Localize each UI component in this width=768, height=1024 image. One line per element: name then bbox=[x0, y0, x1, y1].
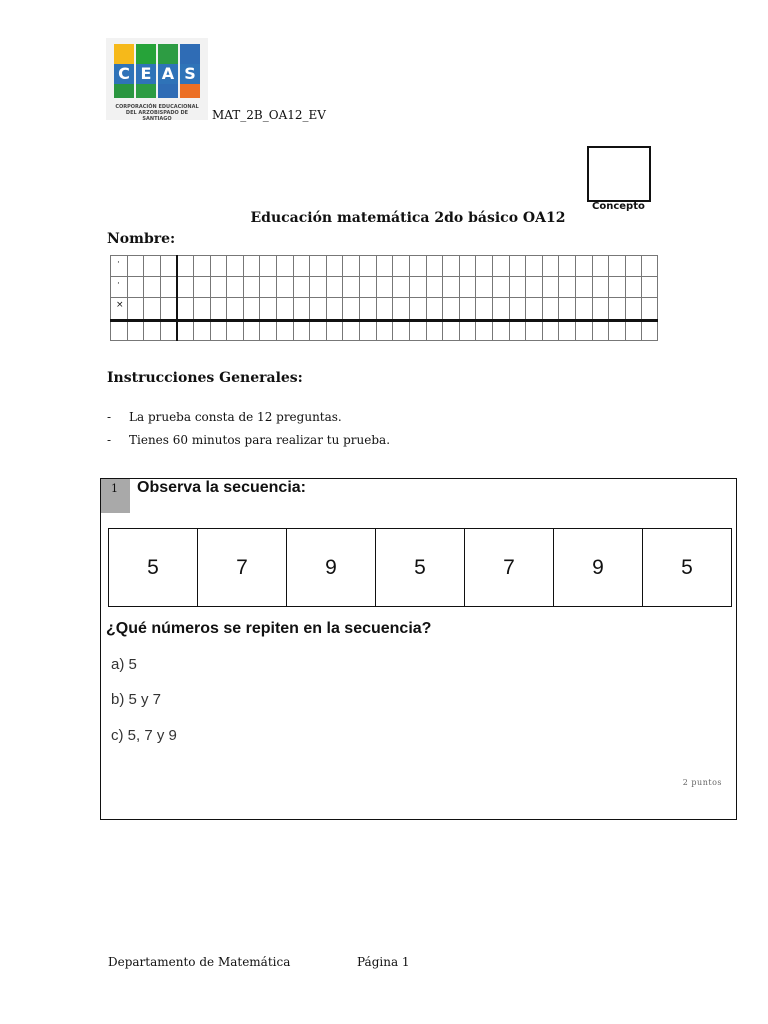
grid-line bbox=[127, 255, 128, 341]
logo-square bbox=[136, 44, 156, 64]
grid-line bbox=[608, 255, 609, 341]
answer-option-a[interactable]: a) 5 bbox=[111, 656, 137, 673]
logo-square bbox=[158, 44, 178, 64]
question-points: 2 puntos bbox=[682, 778, 722, 787]
document-code: MAT_2B_OA12_EV bbox=[212, 108, 326, 122]
grid-mark: · bbox=[117, 258, 120, 268]
grid-line bbox=[276, 255, 277, 341]
grid-line bbox=[243, 255, 244, 341]
grid-line bbox=[392, 255, 393, 341]
sequence-cell: 5 bbox=[109, 529, 198, 606]
grid-line bbox=[442, 255, 443, 341]
question-title: Observa la secuencia: bbox=[137, 479, 306, 496]
grid-line bbox=[641, 255, 642, 341]
instruction-item bbox=[107, 410, 342, 424]
grid-line bbox=[193, 255, 194, 341]
question-prompt: ¿Qué números se repiten en la secuencia? bbox=[106, 620, 432, 637]
name-grid[interactable] bbox=[110, 255, 658, 341]
logo-square bbox=[114, 44, 134, 64]
grid-thick-line bbox=[176, 255, 178, 341]
grid-line bbox=[492, 255, 493, 341]
grid-line bbox=[542, 255, 543, 341]
grid-line bbox=[143, 255, 144, 341]
sequence-cell: 5 bbox=[376, 529, 465, 606]
name-label: Nombre: bbox=[107, 231, 176, 247]
grid-line bbox=[309, 255, 310, 341]
logo-letter: S bbox=[180, 64, 200, 84]
grid-line bbox=[575, 255, 576, 341]
grid-line bbox=[558, 255, 559, 341]
concepto-label: Concepto bbox=[592, 201, 645, 212]
grid-line bbox=[326, 255, 327, 341]
grid-line bbox=[409, 255, 410, 341]
instruction-item bbox=[107, 433, 390, 447]
instruction-text: La prueba consta de 12 preguntas. bbox=[129, 410, 342, 424]
grid-line bbox=[160, 255, 161, 341]
grid-line bbox=[657, 255, 658, 341]
grid-line bbox=[110, 255, 111, 341]
grid-line bbox=[509, 255, 510, 341]
grid-line bbox=[210, 255, 211, 341]
bullet-dash: - bbox=[107, 410, 112, 424]
logo-letter: E bbox=[136, 64, 156, 84]
sequence-cell: 5 bbox=[681, 555, 693, 579]
bullet-dash: - bbox=[107, 433, 112, 447]
ceas-logo bbox=[106, 38, 208, 120]
logo-letter: A bbox=[158, 64, 178, 84]
grid-line bbox=[592, 255, 593, 341]
question-number-cell bbox=[101, 479, 130, 513]
logo-square bbox=[158, 84, 178, 98]
logo-letter: C bbox=[114, 64, 134, 84]
grid-line bbox=[475, 255, 476, 341]
question-box bbox=[100, 478, 737, 820]
logo-square bbox=[136, 84, 156, 98]
logo-square bbox=[180, 84, 200, 98]
grid-line bbox=[359, 255, 360, 341]
sequence-cell: 7 bbox=[198, 529, 287, 606]
footer-department: Departamento de Matemática bbox=[108, 955, 291, 969]
grid-line bbox=[342, 255, 343, 341]
grid-line bbox=[376, 255, 377, 341]
logo-square bbox=[114, 84, 134, 98]
grid-line bbox=[226, 255, 227, 341]
logo-square bbox=[180, 44, 200, 64]
answer-option-b[interactable]: b) 5 y 7 bbox=[111, 691, 162, 708]
sequence-cell: 7 bbox=[465, 529, 554, 606]
grid-mark: · bbox=[117, 279, 120, 289]
sequence-cell: 9 bbox=[554, 529, 643, 606]
question-number: 1 bbox=[111, 482, 118, 495]
grid-line bbox=[625, 255, 626, 341]
document-title: Educación matemática 2do básico OA12 bbox=[250, 210, 566, 226]
grid-thick-line bbox=[110, 319, 658, 322]
concepto-box[interactable] bbox=[587, 146, 651, 202]
sequence-table bbox=[108, 528, 732, 607]
footer-page-number: Página 1 bbox=[357, 955, 410, 969]
logo-subtitle: CORPORACIÓN EDUCACIONAL DEL ARZOBISPADO DE SANTIAGO bbox=[115, 104, 199, 122]
sequence-cell: 9 bbox=[287, 529, 376, 606]
instruction-text: Tienes 60 minutos para realizar tu prueba. bbox=[129, 433, 391, 447]
instructions-heading: Instrucciones Generales: bbox=[107, 370, 303, 386]
grid-line bbox=[426, 255, 427, 341]
answer-option-c[interactable]: c) 5, 7 y 9 bbox=[111, 727, 177, 744]
grid-line bbox=[293, 255, 294, 341]
grid-mark: × bbox=[116, 300, 124, 310]
grid-line bbox=[259, 255, 260, 341]
grid-line bbox=[459, 255, 460, 341]
grid-line bbox=[525, 255, 526, 341]
